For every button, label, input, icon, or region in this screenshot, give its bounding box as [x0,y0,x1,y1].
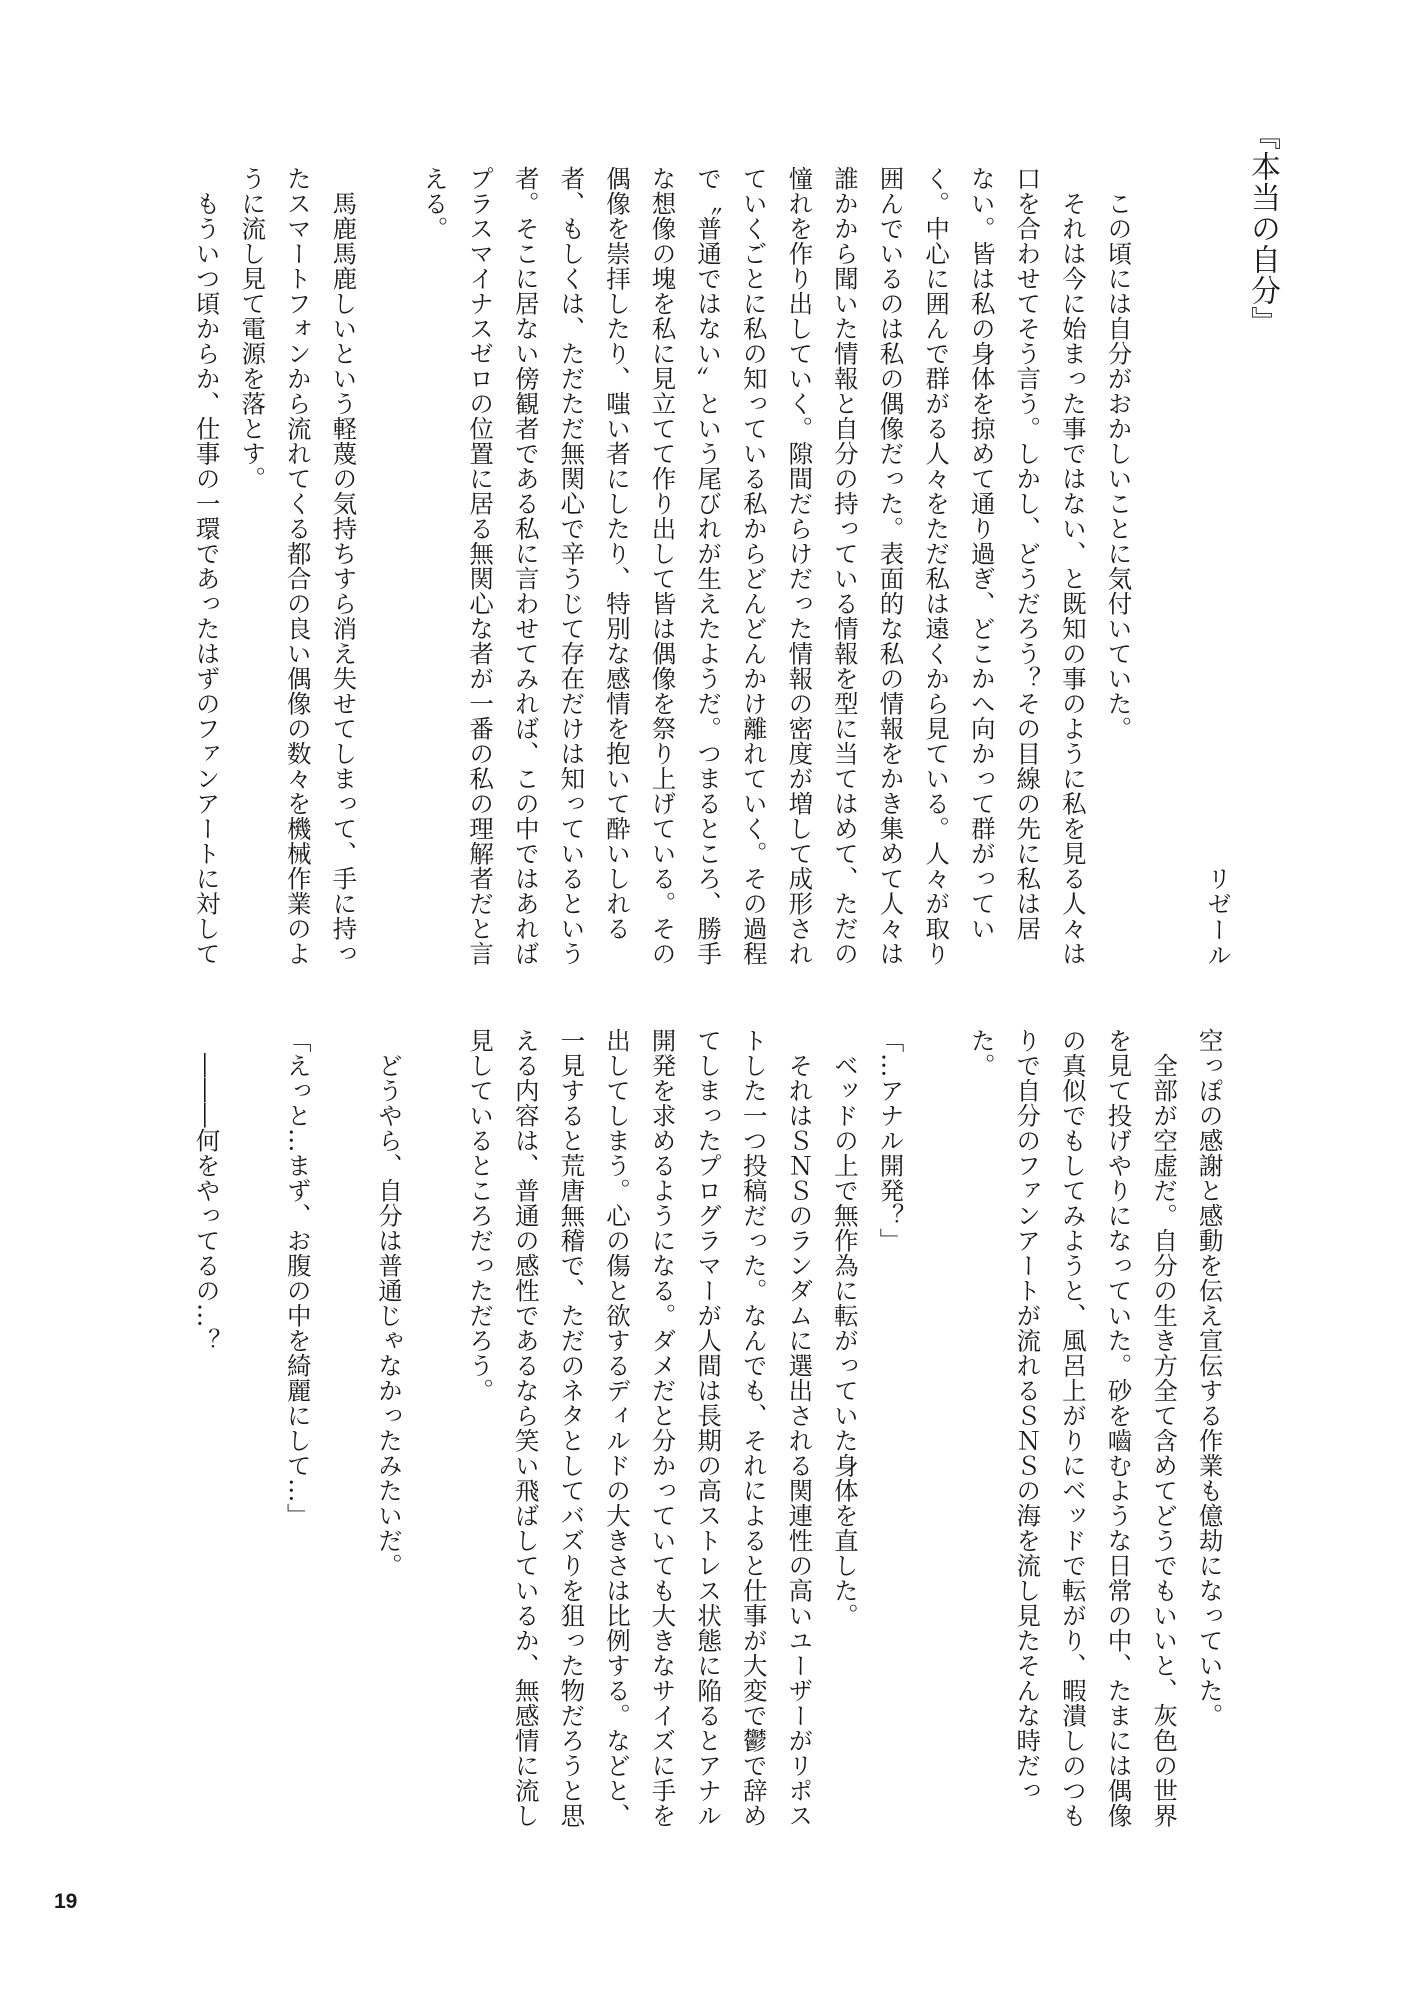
lower-text-line: てしまったプログラマーが人間は長期の高ストレス状態に陥るとアナル [694,1028,724,1828]
page-number: 19 [54,1890,78,1913]
upper-text-line: たスマートフォンから流れてくる都合の良い偶像の数々を機械作業のよ [283,166,313,966]
lower-text-line: 空っぽの感謝と感動を伝え宣伝する作業も億劫になっていた。 [1195,1028,1225,1728]
lower-text-column [184,1028,1233,1848]
lower-text-line: それはＳＮＳのランダムに選出される関連性の高いユーザーがリポス [785,1052,815,1828]
lower-text-line: ベッドの上で無作為に転がっていた身体を直した。 [830,1052,860,1628]
lower-text-line: りで自分のファンアートが流れるＳＮＳの海を流し見たそんな時だっ [1013,1028,1043,1803]
upper-text-line: 誰かから聞いた情報と自分の持っている情報を型に当てはめて、ただの [830,166,860,966]
lower-text-line: 一見すると荒唐無稽で、ただのネタとしてバズりを狙った物だろうと思 [557,1028,587,1828]
upper-text-column [184,166,1141,976]
upper-text-line: 偶像を崇拝したり、嗤い者にしたり、特別な感情を抱いて酔いしれる [602,166,632,941]
lower-text-line [321,1028,367,1848]
upper-text-line: 囲んでいるのは私の偶像だった。表面的な私の情報をかき集めて人々は [876,166,906,966]
lower-text-line: 「えっと…まず、お腹の中を綺麗にして…」 [283,1028,313,1528]
lower-text-line: 全部が空虚だ。自分の生き方全て含めてどうでもいいと、灰色の世界 [1150,1052,1180,1828]
upper-text-line: な想像の塊を私に見立てて作り出して皆は偶像を祭り上げている。その [648,166,678,966]
lower-text-line: 出してしまう。心の傷と欲するディルドの大きさは比例する。などと、 [602,1028,632,1828]
upper-text-line [366,166,412,976]
upper-text-line: 馬鹿馬鹿しいという軽蔑の気持ちすら消え失せてしまって、手に持っ [329,190,359,966]
lower-text-line [914,1028,960,1848]
upper-text-line: この頃には自分がおかしいことに気付いていた。 [1104,190,1134,741]
lower-text-line: た。 [967,1028,997,1078]
author-name: リゼール [1204,866,1233,968]
upper-text-line: ていくごとに私の知っている私からどんどんかけ離れていく。その過程 [739,166,769,966]
upper-text-line: ない。皆は私の身体を掠めて通り過ぎ、どこかへ向かって群がってい [967,166,997,941]
lower-text-line: を見て投げやりになっていた。砂を嚙むような日常の中、たまには偶像 [1104,1028,1134,1828]
upper-text-line: く。中心に囲んで群がる人々をただ私は遠くから見ている。人々が取り [922,166,952,966]
lower-text-line: 見しているところだっただろう。 [466,1028,496,1403]
lower-text-line: トした一つ投稿だった。なんでも、それによると仕事が大変で鬱で辞め [739,1028,769,1828]
lower-text-line: の真似でもしてみようと、風呂上がりにベッドで転がり、暇潰しのつも [1058,1028,1088,1828]
upper-text-line: それは今に始まった事ではない、と既知の事のように私を見る人々は [1058,190,1088,966]
lower-text-line: どうやら、自分は普通じゃなかったみたいだ。 [374,1052,404,1578]
story-title: 『本当の自分』 [1245,120,1280,337]
upper-text-line: 憧れを作り出していく。隙間だらけだった情報の密度が増して成形され [785,166,815,966]
lower-text-line: 開発を求めるようになる。ダメだと分かっていても大きなサイズに手を [648,1028,678,1828]
upper-text-line: もういつ頃からか、仕事の一環であったはずのファンアートに対して [192,190,222,966]
upper-text-line: 者、もしくは、ただただ無関心で辛うじて存在だけは知っているという [557,166,587,966]
upper-text-line: 者。そこに居ない傍観者である私に言わせてみれば、この中ではあれば [511,166,541,966]
upper-text-line: うに流し見て電源を落とす。 [238,166,268,491]
upper-text-line: で〝普通ではない〟という尾びれが生えたようだ。つまるところ、勝手 [694,166,724,966]
lower-text-line: 「…アナル開発？」 [876,1028,906,1253]
upper-text-line: 口を合わせてそう言う。しかし、どうだろう？その目線の先に私は居 [1013,166,1043,941]
lower-text-line: ―――何をやってるの…？ [192,1052,222,1353]
upper-text-line: プラスマイナスゼロの位置に居る無関心な者が一番の私の理解者だと言 [466,166,496,966]
upper-text-line: える。 [420,166,450,241]
lower-text-line [230,1028,276,1848]
lower-text-line: える内容は、普通の感性であるなら笑い飛ばしているか、無感情に流し [511,1028,541,1828]
lower-text-line [412,1028,458,1848]
